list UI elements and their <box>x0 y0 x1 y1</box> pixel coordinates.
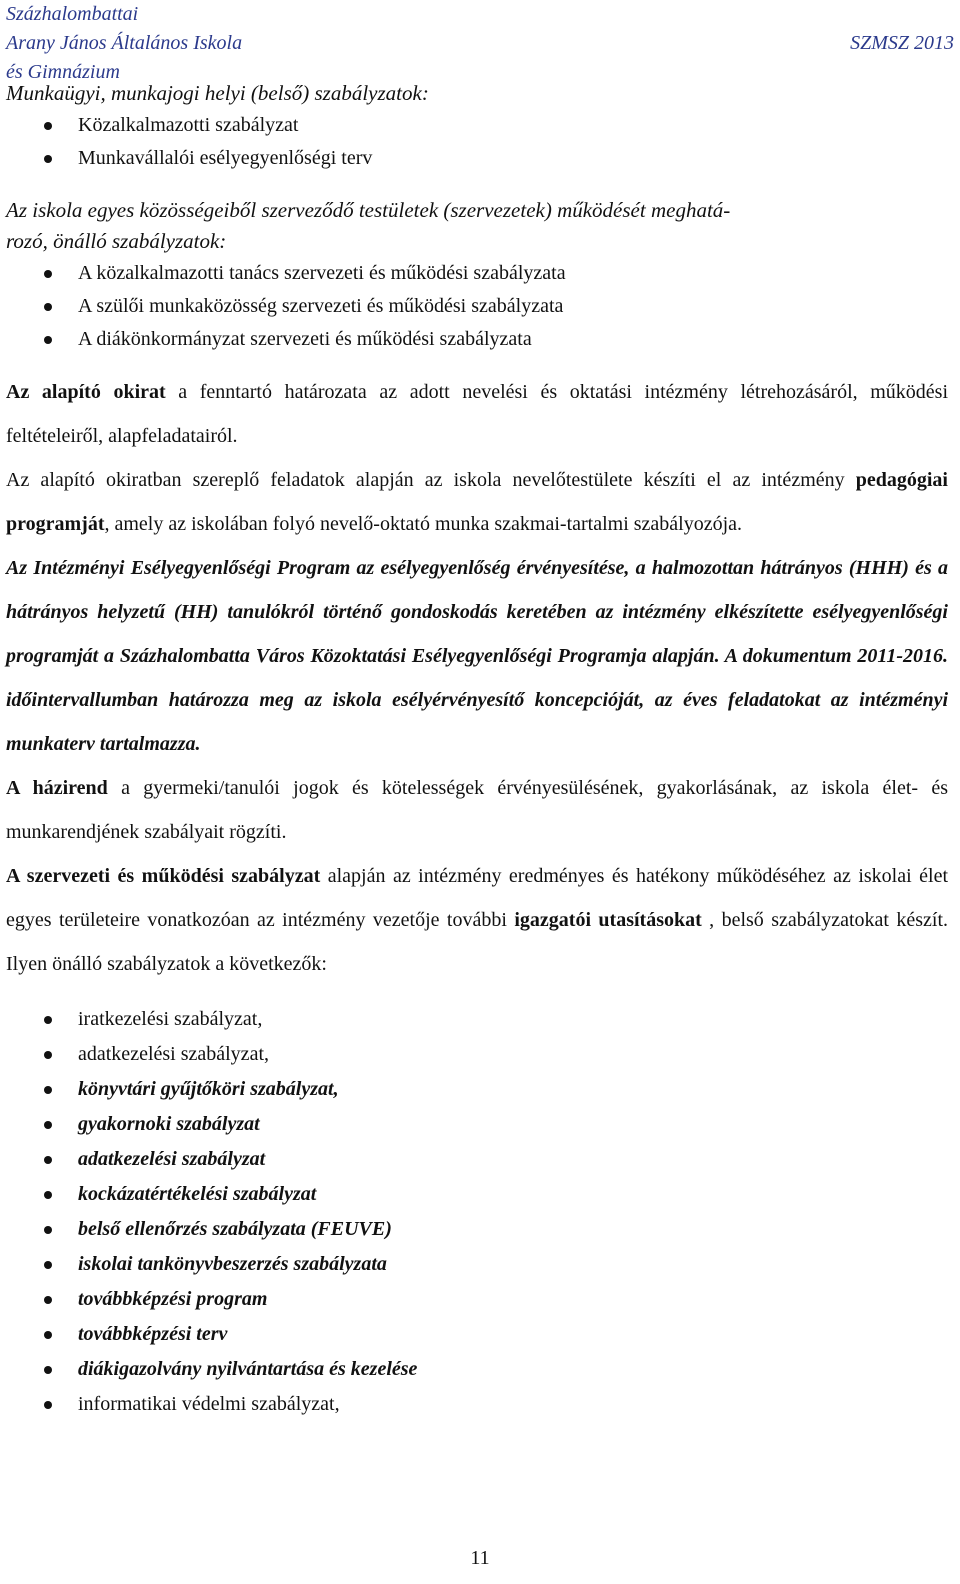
section-title-work-rules: Munkaügyi, munkajogi helyi (belső) szabályzatok: <box>6 81 429 105</box>
paragraph-text: Az alapító okiratban szereplő feladatok alapján az iskola nevelőtestülete készíti el az intézmény <box>6 469 856 491</box>
list-item: kockázatértékelési szabályzat <box>6 1177 948 1212</box>
page-header <box>6 0 954 87</box>
paragraph-eselyegyenlosegi-program: Az Intézményi Esélyegyenlőségi Program az esélyegyenlőség érvényesítése, a halmozottan hátrányos (HHH) és a hátrányos helyzetű (HH) tanulókról történő gondoskodás keretében az intézmény elkészítette esélyegyenlőségi programját a Százhalombatta Város Közoktatási Esélyegyenlőségi Programja alapján. A dokumentum 2011-2016. időintervallumban határozza meg az iskola esélyérvényesítő koncepcióját, az éves feladatokat az intézményi munkaterv tartalmazza. <box>6 557 948 755</box>
page-number: 11 <box>470 1547 490 1569</box>
internal-rules-list <box>6 1002 948 1422</box>
list-item: A szülői munkaközösség szervezeti és működési szabályzata <box>6 290 948 323</box>
list-item: továbbképzési terv <box>6 1317 948 1352</box>
paragraph-text: , amely az iskolában folyó nevelő-oktató munka szakmai-tartalmi szabályozója. <box>104 513 743 535</box>
list-item: iskolai tankönyvbeszerzés szabályzata <box>6 1247 948 1282</box>
list-item: belső ellenőrzés szabályzata (FEUVE) <box>6 1212 948 1247</box>
list-item: informatikai védelmi szabályzat, <box>6 1387 948 1422</box>
term-hazirend: A házirend <box>6 777 108 799</box>
list-item: adatkezelési szabályzat, <box>6 1037 948 1072</box>
list-item: A közalkalmazotti tanács szervezeti és működési szabályzata <box>6 257 948 290</box>
paragraph-text: alapján az intézmény eredményes és hatékony működéséhez az iskolai élet egyes területeire vonatkozóan az intézmény vezetője további <box>6 865 949 931</box>
term-igazgatoi-utasitasok: igazgatói utasításokat <box>514 909 702 931</box>
section-title-community-rules <box>6 195 948 257</box>
paragraph-alapito-okirat <box>6 370 948 458</box>
list-item: továbbképzési program <box>6 1282 948 1317</box>
paragraph-text: a gyermeki/tanulói jogok és kötelességek érvényesülésének, gyakorlásának, az iskola élet- és munkarendjének szabályait rögzíti. <box>6 777 948 843</box>
list-item: diákigazolvány nyilvántartása és kezelése <box>6 1352 948 1387</box>
header-school-line3: és Gimnázium <box>6 61 120 83</box>
header-document-code: SZMSZ 2013 <box>850 32 954 54</box>
header-school-line1: Százhalombattai <box>6 3 139 25</box>
term-szmsz: A szervezeti és működési szabályzat <box>6 865 321 887</box>
paragraph-szmsz <box>6 854 948 986</box>
list-item: Közalkalmazotti szabályzat <box>6 109 948 142</box>
paragraph-hazirend <box>6 766 948 854</box>
paragraph-text: a fenntartó határozata az adott nevelési és oktatási intézmény létrehozásáról, működési feltételeiről, alapfeladatairól. <box>6 381 949 447</box>
term-alapito-okirat: Az alapító okirat <box>6 381 166 403</box>
paragraph-text: , belső szabályzatokat készít. Ilyen önálló szabályzatok a következők: <box>6 909 948 975</box>
list-item: gyakornoki szabályzat <box>6 1107 948 1142</box>
list-item: adatkezelési szabályzat <box>6 1142 948 1177</box>
work-rules-list <box>6 109 948 175</box>
list-item: könyvtári gyűjtőköri szabályzat, <box>6 1072 948 1107</box>
header-school-line2: Arany János Általános Iskola <box>6 32 243 54</box>
paragraph-pedagogiai-program <box>6 458 948 546</box>
community-rules-list <box>6 257 948 356</box>
page-content <box>6 78 948 1422</box>
term-pedagogiai-program: pedagógiai programját <box>6 469 948 535</box>
list-item: iratkezelési szabályzat, <box>6 1002 948 1037</box>
section-title-line: Az iskola egyes közösségeiből szerveződő testületek (szervezetek) működését meghatá- <box>6 198 731 222</box>
section-title-line: rozó, önálló szabályzatok: <box>6 229 227 253</box>
list-item: Munkavállalói esélyegyenlőségi terv <box>6 142 948 175</box>
list-item: A diákönkormányzat szervezeti és működési szabályzata <box>6 323 948 356</box>
